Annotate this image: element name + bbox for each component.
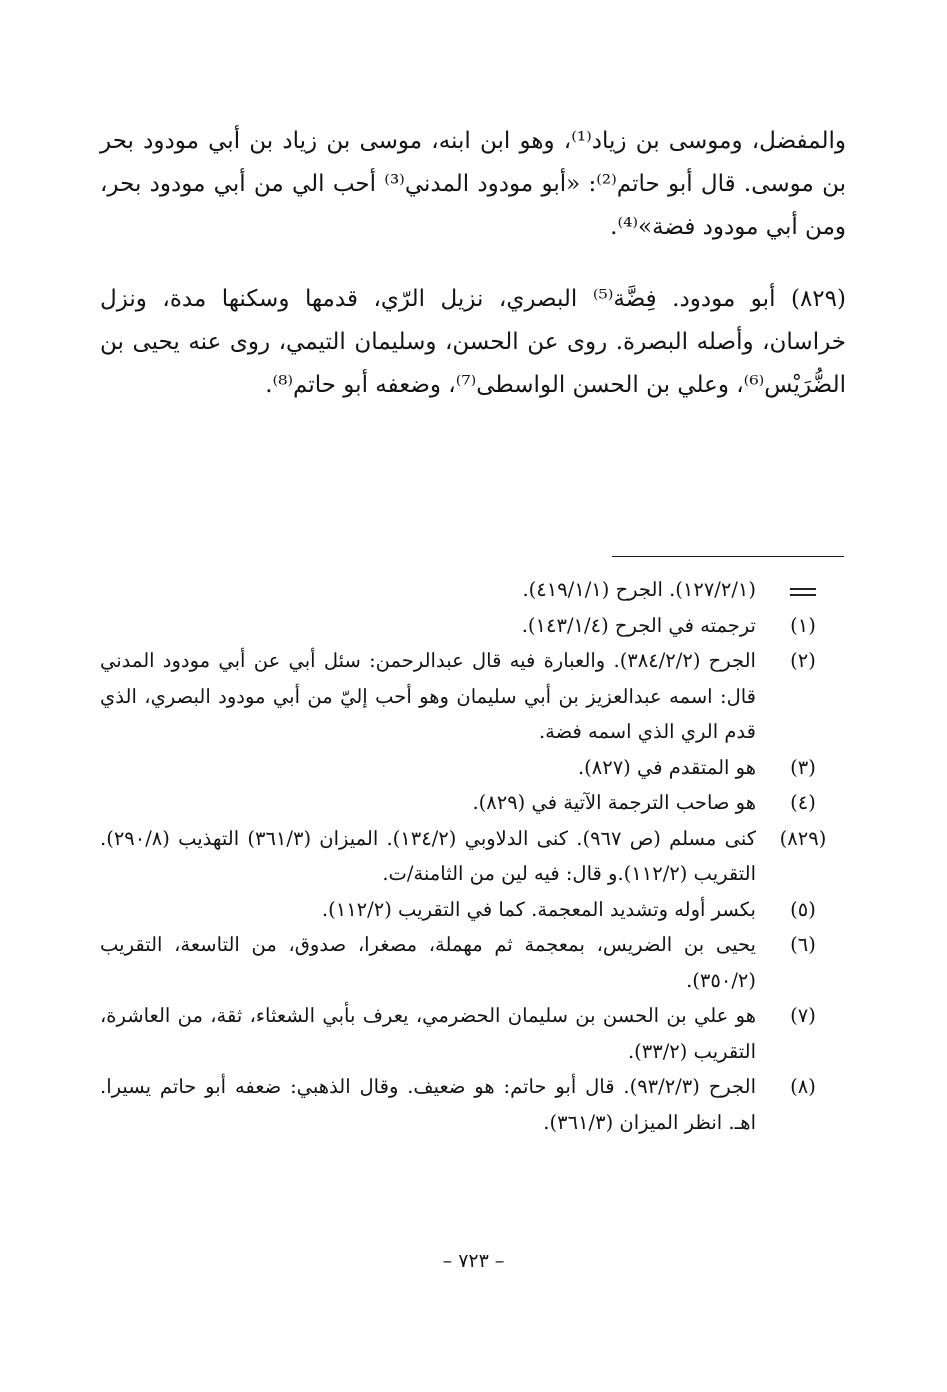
footnote-text: الجرح (٩٣/٢/٣). قال أبو حاتم: هو ضعيف. وقال الذهبي: ضعفه أبو حاتم يسيرا. اهـ. انظر الميزان (٣٦١/٣). [100,1075,756,1134]
footnote-text: هو صاحب الترجمة الآتية في (٨٢٩). [472,791,756,814]
continuation-marker [756,572,850,608]
footnote-continuation [100,572,850,608]
footnote-marker: (٣) [790,755,816,779]
footnote-marker: (٦) [790,933,816,956]
footnote-text: هو علي بن الحسن بن سليمان الحضرمي، يعرف بأبي الشعثاء، ثقة، من العاشرة، التقريب (٣٣/٢). [100,1004,756,1063]
footnote-marker: (١) [790,613,816,637]
footnote-7 [100,998,850,1069]
footnote-marker: (٢) [790,649,816,672]
footnote-6 [100,927,850,998]
footnote-8 [100,1069,850,1140]
footnote-text: هو المتقدم في (٨٢٧). [577,755,756,779]
footnote-1 [100,608,850,644]
footnote-4 [100,785,850,821]
footnote-marker: (٨٢٩) [779,826,827,850]
footnote-3 [100,750,850,786]
footnote-marker: (٥) [790,897,816,921]
footnote-text: (١٢٧/٢/١). الجرح (٤١٩/١/١). [522,578,756,601]
page-number: – ٧٢٣ – [442,1250,505,1272]
footnote-text: بكسر أوله وتشديد المعجمة. كما في التقريب (١١٢/٢). [321,897,756,921]
paragraph-continuation: والمفضل، وموسى بن زياد⁽¹⁾، وهو ابن ابنه، موسى بن زياد بن أبي مودود بحر بن موسى. قال أبو حاتم⁽²⁾: «أبو مودود المدني⁽³⁾ أحب الي من أبي مودود بحر، ومن أبي مودود فضة»⁽⁴⁾. [100,128,847,240]
footnote-2 [100,643,850,750]
footnote-marker: (٤) [790,791,816,814]
footnote-5 [100,892,850,928]
footnote-text: ترجمته في الجرح (١٤٣/١/٤). [521,613,756,637]
footnote-text: يحيى بن الضريس، بمعجمة ثم مهملة، مصغرا، صدوق، من التاسعة، التقريب (٣٥٠/٢). [100,933,756,992]
footnote-marker: (٧) [790,1004,816,1027]
footnote-829 [100,821,850,892]
footnote-text: الجرح (٣٨٤/٢/٢). والعبارة فيه قال عبدالرحمن: سئل أبي عن أبي مودود المدني قال: اسمه عبدالعزيز بن أبي سليمان وهو أحب إليّ من أبي مودود البصري، الذي قدم الري الذي اسمه فضة. [100,649,756,743]
footnote-text: كنى مسلم (ص ٩٦٧). كنى الدلاوبي (١٣٤/٢). الميزان (٣٦١/٣) التهذيب (٢٩٠/٨). التقريب (١١٢/٢).و قال: فيه لين من الثامنة/ت. [100,826,756,885]
footnote-separator-rule [612,556,844,557]
paragraph-entry-829: (٨٢٩) أبو مودود. فِضَّة⁽⁵⁾ البصري، نزيل الرّي، قدمها وسكنها مدة، ونزل خراسان، وأصله البصرة. روى عن الحسن، وسليمان التيمي، روى عنه يحيى بن الضُّرَيْس⁽⁶⁾، وعلي بن الحسن الواسطى⁽⁷⁾، وضعفه أبو حاتم⁽⁸⁾. [100,286,846,398]
footnotes-list [100,572,850,1140]
footnote-marker: (٨) [790,1075,816,1098]
double-line-icon [790,588,816,596]
